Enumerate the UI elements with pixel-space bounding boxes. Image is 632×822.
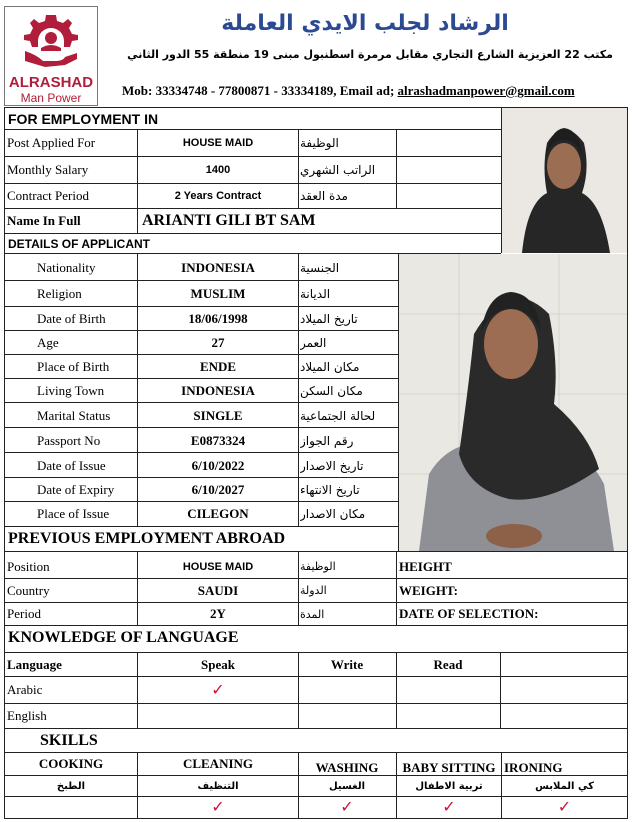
language-section-title: KNOWLEDGE OF LANGUAGE [8, 629, 239, 646]
employment-label-2: Contract Period [7, 188, 89, 203]
grid-line-v [137, 129, 138, 208]
grid-line-v [501, 107, 502, 253]
grid-line-v [137, 551, 138, 625]
details-arabic-4: مكان الميلاد [300, 360, 360, 374]
name-value: ARIANTI GILI BT SAM [142, 212, 316, 229]
details-arabic-9: تاريخ الانتهاء [300, 483, 360, 497]
language-name-english: English [7, 708, 47, 723]
grid-line-h [4, 625, 627, 626]
skill-cooking: COOKING [38, 755, 104, 771]
skills-section-title: SKILLS [40, 732, 98, 749]
details-label-10: Place of Issue [37, 506, 110, 521]
employment-value-2: 2 Years Contract [174, 190, 262, 202]
previous-label-0: Position [7, 558, 50, 574]
details-arabic-5: مكان السكن [300, 384, 363, 398]
grid-line-h [4, 452, 398, 453]
details-label-7: Passport No [37, 432, 101, 448]
date-of-selection-label: DATE OF SELECTION: [399, 606, 539, 621]
grid-line-h [4, 306, 398, 307]
skill-washing-arabic: الغسيل [329, 780, 366, 792]
details-label-1: Religion [37, 286, 82, 301]
grid-line-h [4, 818, 628, 819]
skill-baby-sitting-check: ✓ [442, 796, 456, 816]
employment-section-title: FOR EMPLOYMENT IN [8, 110, 159, 127]
grid-line-h [4, 728, 627, 729]
grid-line-v [500, 652, 501, 728]
grid-line-v [137, 652, 138, 728]
details-arabic-10: مكان الاصدار [300, 507, 366, 521]
grid-line-h [4, 156, 501, 157]
details-value-9: 6/10/2027 [191, 482, 245, 497]
grid-line-h [4, 378, 398, 379]
employment-arabic-1: الراتب الشهري [300, 163, 376, 177]
details-label-6: Marital Status [37, 407, 111, 423]
grid-line-h [4, 676, 627, 677]
language-header-speak: Speak [201, 656, 235, 672]
previous-label-1: Country [7, 582, 50, 598]
applicant-photo-small [502, 108, 627, 253]
logo-box [4, 6, 98, 106]
skill-cleaning: CLEANING [182, 755, 254, 771]
grid-line-h [4, 578, 627, 579]
name-label: Name In Full [7, 213, 81, 228]
employment-value-0: HOUSE MAID [182, 137, 254, 149]
grid-line-h [4, 183, 501, 184]
grid-line-h [4, 775, 627, 776]
skill-cleaning-arabic: التنظيف [197, 780, 239, 792]
skill-ironing: IRONING [504, 759, 563, 775]
skill-ironing-arabic: كي الملابس [535, 780, 594, 792]
previous-arabic-2: المدة [300, 607, 325, 621]
previous-value-2: 2Y [210, 606, 226, 621]
grid-line-h [4, 526, 398, 527]
details-label-3: Age [37, 335, 59, 350]
details-arabic-2: تاريخ الميلاد [300, 312, 358, 326]
details-value-7: E0873324 [190, 432, 246, 448]
logo-gear-icon [19, 11, 83, 71]
language-arabic-speak-check: ✓ [211, 679, 225, 699]
language-header-write: Write [330, 656, 364, 672]
previous-label-2: Period [7, 606, 41, 621]
grid-line-v [396, 652, 397, 728]
grid-line-v [298, 129, 299, 208]
email-link[interactable]: alrashadmanpower@gmail.com [397, 83, 575, 98]
skill-cooking-check [5, 795, 137, 817]
skill-ironing-check: ✓ [557, 796, 572, 816]
grid-line-v [298, 253, 299, 526]
details-value-8: 6/10/2022 [191, 457, 245, 473]
skill-baby-sitting: BABY SITTING [402, 759, 496, 775]
language-name-arabic: Arabic [7, 682, 43, 697]
details-value-2: 18/06/1998 [188, 311, 248, 326]
grid-line-v [396, 129, 397, 208]
grid-line-h [4, 602, 627, 603]
details-label-4: Place of Birth [37, 359, 110, 374]
contact-text: Mob: 33334748 - 77800871 - 33334189, Email ad; [122, 83, 398, 98]
language-arabic-write-check [298, 677, 396, 701]
grid-line-h [4, 402, 398, 403]
details-arabic-0: الجنسية [300, 261, 340, 275]
details-label-5: Living Town [37, 383, 105, 398]
details-value-5: INDONESIA [181, 383, 255, 398]
previous-value-1: SAUDI [197, 582, 239, 598]
details-value-4: ENDE [199, 359, 237, 374]
employment-arabic-2: مدة العقد [300, 189, 348, 203]
details-label-2: Date of Birth [37, 311, 106, 326]
details-value-10: CILEGON [187, 506, 249, 521]
employment-label-1: Monthly Salary [7, 162, 89, 177]
details-arabic-6: لحالة الجتماعية [300, 408, 376, 423]
grid-line-h [4, 107, 628, 108]
grid-line-h [4, 233, 501, 234]
grid-line-v [137, 253, 138, 526]
grid-line-h [4, 280, 398, 281]
grid-line-h [4, 752, 627, 753]
height-label: HEIGHT [399, 558, 452, 574]
weight-label: WEIGHT: [399, 582, 458, 598]
logo-name: ALRASHAD [8, 73, 94, 91]
grid-line-h [4, 354, 398, 355]
contact-line [122, 80, 622, 102]
details-arabic-7: رقم الجواز [300, 433, 354, 448]
previous-arabic-1: الدولة [300, 584, 327, 597]
previous-section-title: PREVIOUS EMPLOYMENT ABROAD [8, 530, 286, 547]
logo-sub: Man Power [20, 91, 82, 105]
previous-arabic-0: الوظيفة [300, 560, 336, 573]
employment-value-1: 1400 [205, 164, 231, 176]
grid-line-v [501, 752, 502, 818]
grid-line-v [298, 752, 299, 818]
skill-cleaning-check: ✓ [211, 796, 225, 816]
grid-line-h [4, 652, 627, 653]
details-arabic-3: العمر [300, 336, 327, 350]
details-arabic-8: تاريخ الاصدار [300, 458, 364, 473]
details-value-3: 27 [211, 335, 225, 350]
details-value-1: MUSLIM [190, 286, 246, 301]
language-english-read-check [396, 704, 500, 728]
employment-label-0: Post Applied For [7, 135, 96, 150]
grid-line-h [4, 330, 398, 331]
grid-line-h [4, 703, 627, 704]
details-value-6: SINGLE [193, 407, 243, 423]
company-title-arabic: الرشاد لجلب الايدي العاملة [221, 10, 509, 36]
grid-line-h [4, 501, 398, 502]
previous-value-0: HOUSE MAID [182, 560, 254, 573]
details-label-0: Nationality [37, 260, 96, 275]
grid-line-v [4, 107, 5, 818]
details-label-8: Date of Issue [37, 457, 106, 473]
details-value-0: INDONESIA [181, 260, 255, 275]
address-arabic: مكتب 22 العزيزية الشارع التجاري مقابل مرمرة اسطنبول مبنى 19 منطقة 55 الدور الثاني [127, 47, 613, 61]
details-label-9: Date of Expiry [37, 482, 115, 497]
grid-line-h [4, 551, 627, 552]
grid-line-h [4, 129, 501, 130]
grid-line-v [396, 551, 397, 625]
grid-line-v [137, 752, 138, 818]
header [0, 0, 632, 108]
grid-line-v [137, 208, 138, 233]
grid-line-h [4, 427, 398, 428]
details-section-title: DETAILS OF APPLICANT [8, 237, 150, 251]
grid-line-v [298, 551, 299, 625]
skill-washing: WASHING [315, 759, 379, 775]
details-arabic-1: الديانة [300, 287, 331, 301]
grid-line-v [396, 752, 397, 818]
grid-line-h [4, 253, 501, 254]
applicant-photo-large [399, 254, 627, 551]
skill-washing-check: ✓ [340, 796, 354, 816]
employment-arabic-0: الوظيفة [300, 136, 339, 150]
language-english-write-check [298, 704, 396, 728]
language-header-read: Read [433, 656, 463, 672]
grid-line-h [4, 477, 398, 478]
language-arabic-read-check [396, 677, 500, 701]
grid-line-v [298, 652, 299, 728]
grid-line-v [398, 253, 399, 551]
grid-line-v [627, 107, 628, 818]
language-english-speak-check [138, 704, 298, 728]
skill-cooking-arabic: الطبخ [56, 780, 86, 792]
skill-baby-sitting-arabic: تربية الاطفال [415, 780, 483, 792]
language-header-language: Language [7, 656, 62, 672]
grid-line-h [4, 208, 501, 209]
grid-line-h [4, 796, 627, 797]
